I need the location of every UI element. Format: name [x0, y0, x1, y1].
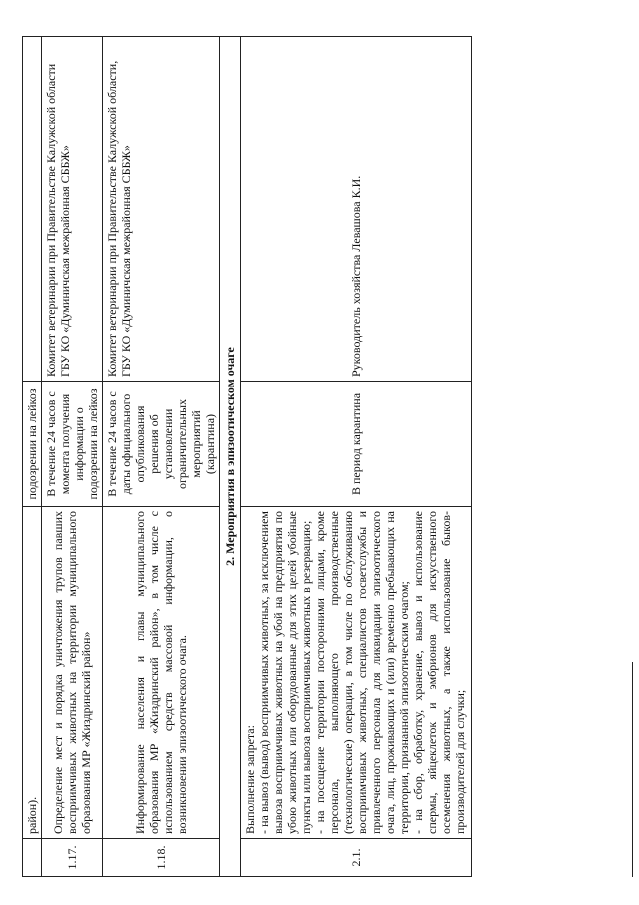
table-row — [42, 37, 103, 877]
term-cell: В период карантина — [241, 382, 472, 507]
responsible-cell: Комитет ветеринарии при Правительстве Калужской области ГБУ КО «Думиничская межрайонная СББЖ» — [42, 37, 103, 382]
row-number: 1.18. — [103, 839, 220, 877]
row-number: 2.1. — [241, 839, 472, 877]
responsible-cell: Руководитель хозяйства Левашова К.И. — [241, 37, 472, 382]
measures-table — [22, 36, 472, 877]
action-cell: Выполнение запрета: - на вывоз (вывод) восприимчивых животных, за исключением вывоза восприимчивых животных на убой на предприятия по убою животных или оборудованные для этих целей убойные пункты или вывоза восприимчивых животных в резервацию; - на посещение территории посторонними лицами, кроме персонала, выполняющего производственные (технологические) операции, в том числе по обслуживанию восприимчивых животных, специалистов госветслужбы и привлеченного персонала для ликвидации эпизоотического очага, лиц, проживающих и (или) временно пребывающих на территории, признанной эпизоотическим очагом; - на сбор, обработку, хранение, вывоз и использование спермы, яйцеклеток и эмбрионов для искусственного осеменения животных, а также использование быков-производителей для случки; — [241, 507, 472, 839]
action-cell: Информирование населения и главы муниципального образования МР «Жиздринский район», в том числе с использованием средств массовой информации, о возникновении эпизоотического очага. — [103, 507, 220, 839]
row-number — [23, 839, 42, 877]
section-header-row — [220, 37, 241, 877]
table-row — [241, 37, 472, 877]
term-cell: В течение 24 часов с даты официального опубликования решения об установлении ограничительных мероприятий (карантина) — [103, 382, 220, 507]
responsible-cell: Комитет ветеринарии при Правительстве Калужской области, ГБУ КО «Думиничская межрайонная СББЖ» — [103, 37, 220, 382]
table-row — [103, 37, 220, 877]
action-cell: район). — [23, 507, 42, 839]
section-title: 2. Мероприятия в эпизоотическом очаге — [220, 37, 241, 877]
footnote-divider — [632, 662, 633, 877]
term-cell: В течение 24 часов с момента получения информации о подозрении на лейкоз — [42, 382, 103, 507]
term-cell: подозрении на лейкоз — [23, 382, 42, 507]
table-row — [23, 37, 42, 877]
action-cell: Определение мест и порядка уничтожения трупов павших восприимчивых животных на территории муниципального образования МР «Жиздринский район» — [42, 507, 103, 839]
row-number: 1.17. — [42, 839, 103, 877]
responsible-cell — [23, 37, 42, 382]
